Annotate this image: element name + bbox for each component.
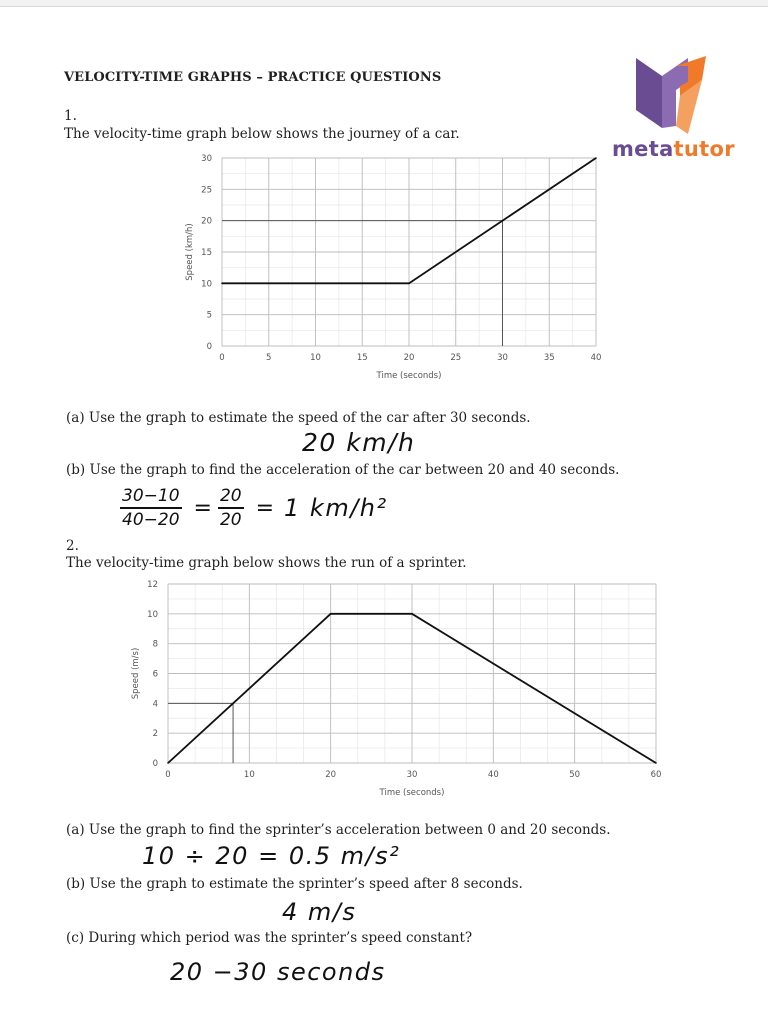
y-tick-label: 2 — [152, 729, 158, 740]
x-tick-label: 20 — [325, 770, 337, 780]
x-tick-label: 35 — [543, 353, 555, 363]
equals-sign: = — [255, 495, 275, 521]
q1-answer-b-result: 1 km/h² — [284, 494, 388, 522]
x-axis-label: Time (seconds) — [376, 371, 442, 381]
logo-tutor: tutor — [673, 137, 735, 161]
data-point — [221, 283, 223, 285]
data-point — [167, 762, 169, 764]
x-tick-label: 0 — [165, 770, 171, 780]
logo-wordmark — [612, 137, 735, 161]
equals-sign: = — [193, 495, 212, 521]
y-tick-label: 10 — [147, 609, 158, 620]
y-tick-label: 6 — [152, 669, 158, 680]
q2-part-c: (c) During which period was the sprinter’s speed constant? — [66, 930, 473, 946]
fraction-2 — [218, 486, 244, 530]
data-point — [408, 283, 410, 285]
y-axis-label: Speed (km/h) — [185, 223, 195, 281]
data-point — [330, 613, 332, 615]
q1-part-a: (a) Use the graph to estimate the speed of the car after 30 seconds. — [66, 410, 531, 426]
q2-answer-c: 20 −30 seconds — [170, 958, 386, 986]
x-tick-label: 40 — [487, 770, 499, 780]
y-tick-label: 25 — [201, 185, 212, 196]
q2-number: 2. — [66, 538, 79, 554]
x-axis-label: Time (seconds) — [379, 788, 445, 798]
scan-edge — [0, 0, 768, 7]
data-point — [595, 157, 597, 159]
fraction-2-numerator: 20 — [218, 486, 244, 509]
x-tick-label: 25 — [450, 353, 462, 363]
data-point — [655, 762, 657, 764]
q1-number: 1. — [64, 108, 77, 124]
chart-car-velocity-time — [170, 148, 610, 388]
data-point — [411, 613, 413, 615]
fraction-1 — [120, 486, 182, 530]
x-tick-label: 10 — [310, 353, 321, 363]
y-tick-label: 20 — [201, 216, 212, 227]
x-tick-label: 0 — [219, 353, 225, 363]
fraction-1-numerator: 30−10 — [120, 486, 182, 509]
y-tick-label: 12 — [147, 580, 158, 590]
q1-intro: The velocity-time graph below shows the journey of a car. — [64, 126, 460, 142]
q2-part-a: (a) Use the graph to find the sprinter’s acceleration between 0 and 20 seconds. — [66, 822, 611, 838]
q1-answer-b — [120, 486, 388, 530]
x-tick-label: 60 — [650, 770, 662, 780]
q2-answer-b: 4 m/s — [282, 898, 357, 926]
x-tick-label: 15 — [356, 353, 368, 363]
y-tick-label: 15 — [201, 248, 212, 258]
q2-part-b: (b) Use the graph to estimate the sprinter’s speed after 8 seconds. — [66, 876, 523, 892]
y-tick-label: 10 — [201, 279, 212, 290]
y-tick-label: 8 — [152, 639, 158, 650]
logo-meta: meta — [612, 137, 674, 161]
q2-intro: The velocity-time graph below shows the run of a sprinter. — [66, 555, 467, 571]
x-tick-label: 30 — [406, 770, 418, 780]
chart-sprinter-velocity-time — [118, 578, 678, 804]
page-title: VELOCITY-TIME GRAPHS – PRACTICE QUESTIONS — [64, 70, 442, 85]
fraction-1-denominator: 40−20 — [122, 510, 180, 530]
y-tick-label: 0 — [206, 342, 212, 352]
y-tick-label: 30 — [201, 154, 212, 164]
y-tick-label: 4 — [152, 699, 158, 710]
y-tick-label: 0 — [152, 759, 158, 769]
x-tick-label: 40 — [590, 353, 602, 363]
q1-part-b: (b) Use the graph to find the acceleration of the car between 20 and 40 seconds. — [66, 462, 620, 478]
y-tick-label: 5 — [206, 310, 212, 321]
x-tick-label: 20 — [403, 353, 415, 363]
y-axis-label: Speed (m/s) — [131, 647, 141, 700]
q2-answer-a: 10 ÷ 20 = 0.5 m/s² — [142, 842, 401, 870]
x-tick-label: 5 — [266, 353, 272, 363]
fraction-2-denominator: 20 — [219, 510, 242, 530]
metatutor-logo-icon — [636, 56, 706, 136]
q1-answer-a: 20 km/h — [302, 428, 416, 457]
x-tick-label: 50 — [569, 770, 581, 780]
x-tick-label: 10 — [243, 770, 255, 780]
x-tick-label: 30 — [497, 353, 508, 363]
